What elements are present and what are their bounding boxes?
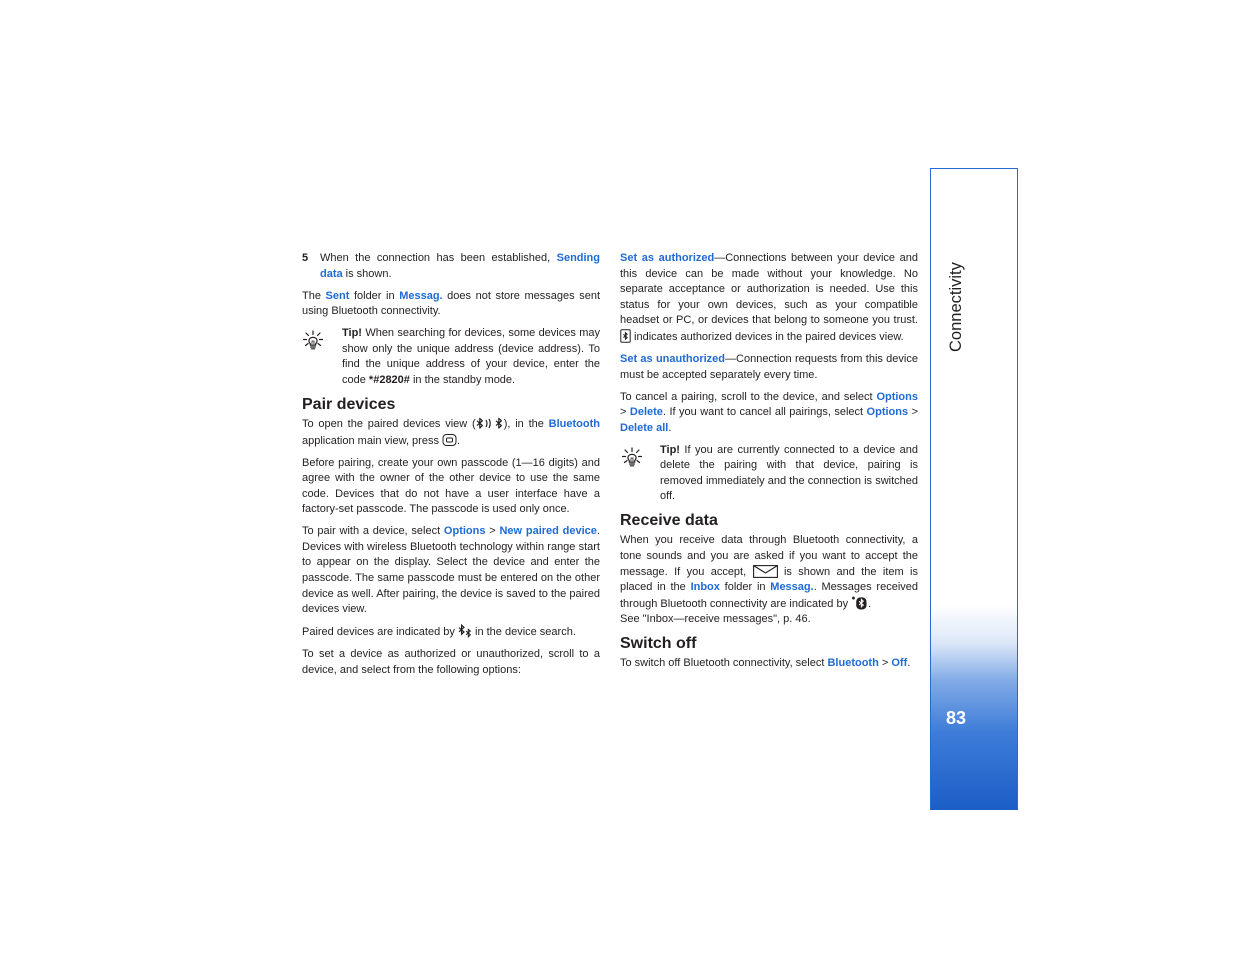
section-title: Connectivity: [947, 262, 965, 352]
menu-separator: >: [878, 657, 892, 670]
before-pairing-text: Before pairing, create your own passcode (1—16 digits) and agree with the owner of the other device to use the same code. Devices that do not have a user interface have a factory-set passcode. The passcode is used only once.: [302, 456, 600, 516]
switch-off-heading: Switch off: [620, 635, 697, 653]
step-number: 5: [302, 252, 309, 264]
menu-separator: >: [620, 406, 630, 419]
open-view-text-4: .: [457, 434, 461, 447]
bluetooth-label: Bluetooth: [548, 417, 600, 430]
receive-text-5: .: [868, 597, 872, 610]
paired-indicator-text: [302, 624, 600, 641]
set-unauthorized-option: [620, 352, 918, 383]
set-unauthorized-text: —Connection requests from this device must be accepted separately every time.: [620, 352, 918, 381]
delete-all-label: Delete all: [620, 421, 669, 434]
bluetooth-label: Bluetooth: [827, 657, 879, 670]
bluetooth-message-icon: [851, 596, 868, 610]
tip-lightbulb-icon: [302, 330, 324, 350]
delete-label: Delete: [629, 406, 663, 419]
sending-data-label: Sending data: [320, 252, 600, 280]
options-label: Options: [866, 406, 909, 419]
paired-device-icon: [458, 624, 472, 638]
pair-with-text-2: . Devices with wireless Bluetooth technology within range start to appear on the display. Select the device and enter the passcode. The same passcode must be entered on the other device as well. After pairing, the device is saved to the paired devices view.: [302, 525, 600, 616]
right-column: [620, 251, 918, 678]
receive-text-3: folder in: [719, 581, 771, 594]
tip-delete-pairing: [620, 443, 918, 505]
tip-text-2: in the standby mode.: [409, 373, 516, 386]
set-authorized-option: [620, 251, 918, 346]
cancel-pairing-text: [620, 390, 918, 437]
pair-with-device-text: [302, 524, 600, 618]
cancel-text-2: . If you want to cancel all pairings, select: [662, 406, 867, 419]
set-as-unauthorized-label: Set as unauthorized: [620, 352, 726, 365]
receive-data-heading: Receive data: [620, 512, 718, 530]
sent-label: Sent: [325, 289, 350, 302]
tip-text-1: When searching for devices, some devices may show only the unique address (device address). To find the unique address of your device, enter the code: [342, 327, 600, 386]
switch-off-text: [620, 656, 918, 672]
tip-label: Tip!: [660, 443, 680, 456]
pair-devices-heading: Pair devices: [302, 395, 396, 413]
page-number: 83: [946, 708, 967, 728]
receive-data-text: [620, 533, 918, 628]
pair-with-text-1: To pair with a device, select: [302, 525, 444, 538]
paired-indicator-text-1: Paired devices are indicated by: [302, 626, 458, 639]
paired-indicator-text-2: in the device search.: [471, 626, 576, 639]
open-view-text-3: application main view, press: [302, 434, 443, 447]
authorized-device-icon: [620, 329, 631, 343]
set-authorization-text: To set a device as authorized or unauthorized, scroll to a device, and select from the following options:: [302, 648, 600, 676]
address-code: *#2820#: [368, 373, 410, 386]
open-paired-view-text: [302, 417, 600, 449]
receive-text-1: When you receive data through Bluetooth connectivity, a tone sounds and you are asked if you want to accept the message. If you accept,: [620, 534, 918, 578]
sent-note-text-3: does not store messages sent using Bluetooth connectivity.: [302, 289, 601, 318]
cancel-text-3: .: [668, 421, 672, 434]
messag-label: Messag.: [770, 581, 814, 594]
cancel-text-1: To cancel a pairing, scroll to the device, and select: [620, 390, 877, 403]
messag-label: Messag.: [399, 289, 443, 302]
tip-label: Tip!: [342, 327, 362, 340]
set-as-authorized-label: Set as authorized: [620, 252, 715, 264]
select-key-icon: [442, 433, 457, 447]
open-view-text-2: ), in the: [503, 417, 549, 430]
step-5: [302, 251, 600, 282]
off-label: Off: [891, 657, 908, 670]
sent-note-text-2: folder in: [349, 289, 400, 302]
tip-lightbulb-icon: [621, 447, 643, 467]
menu-separator: >: [908, 406, 918, 419]
options-label: Options: [876, 390, 918, 403]
set-authorized-text-2: indicates authorized devices in the paired devices view.: [631, 330, 904, 343]
menu-separator: >: [485, 525, 500, 538]
step-5-text: When the connection has been established,: [320, 252, 557, 264]
options-label: Options: [443, 525, 486, 538]
switch-off-text-2: .: [907, 657, 911, 670]
new-paired-device-label: New paired device: [499, 525, 597, 538]
paired-devices-view-icon: [476, 417, 504, 430]
see-also-reference: See "Inbox—receive messages", p. 46.: [620, 613, 811, 626]
envelope-icon: [753, 565, 778, 578]
sent-note-text-1: The: [302, 289, 326, 302]
receive-text-2: is shown and the item is placed in the: [620, 565, 918, 594]
step-5-text-end: is shown.: [342, 267, 392, 280]
receive-text-4: . Messages received through Bluetooth connectivity are indicated by: [620, 581, 918, 610]
set-authorized-text-1: —Connections between your device and this device can be made without your knowledge. No separate acceptance or authorization is needed. Use this status for your own devices, such as your compatible headset or PC, or devices that belong to someone you trust.: [620, 252, 919, 327]
section-side-tab: [930, 168, 1018, 810]
switch-off-text-1: To switch off Bluetooth connectivity, select: [620, 657, 828, 670]
sent-folder-note: [302, 289, 600, 320]
inbox-label: Inbox: [690, 581, 720, 594]
left-column: [302, 251, 600, 685]
tip-text: If you are currently connected to a device and delete the pairing with that device, pairing is removed immediately and the connection is switched off.: [660, 443, 918, 503]
tip-unique-address: [302, 326, 600, 388]
open-view-text-1: To open the paired devices view (: [302, 417, 476, 430]
